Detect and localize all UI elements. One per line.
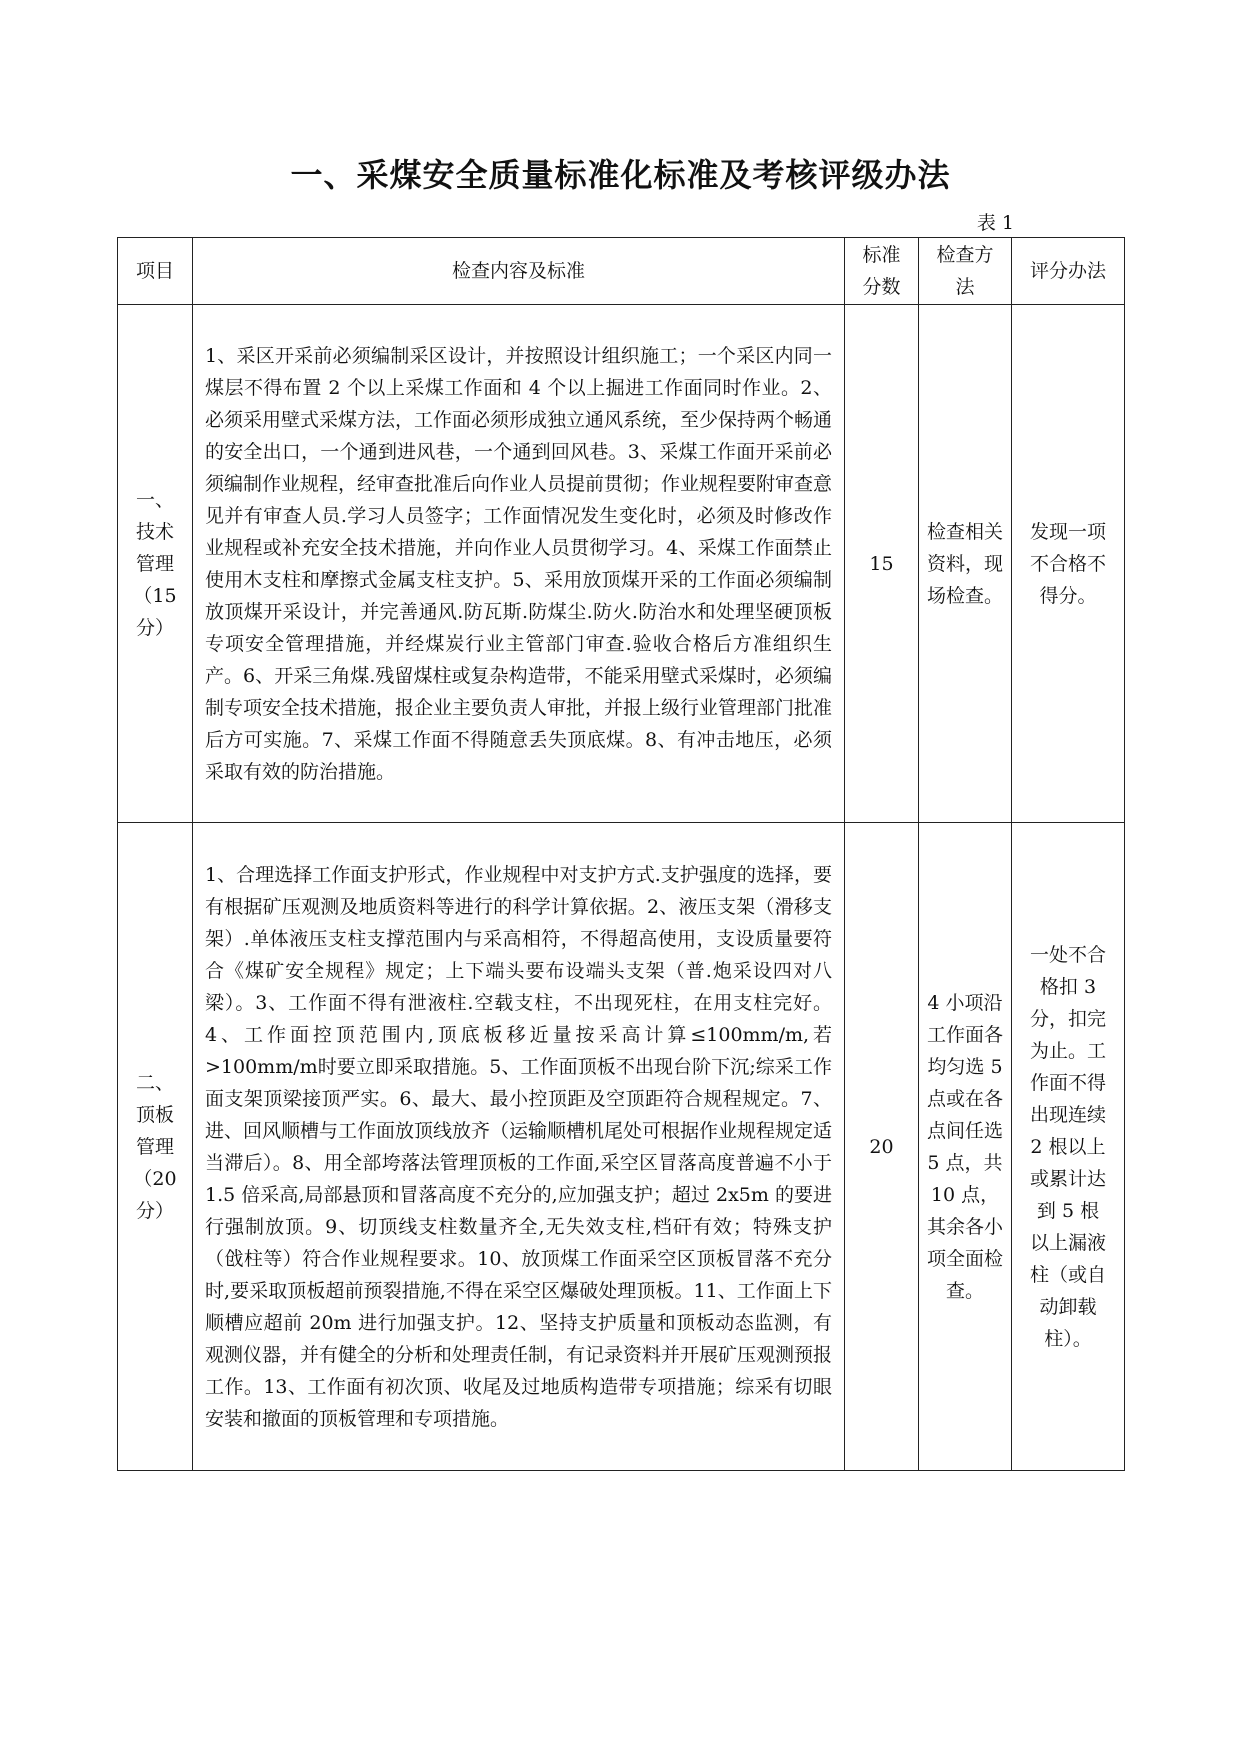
row-item-cell [118,305,193,823]
row-item: 二、顶板管理（20分） [133,1071,177,1222]
header-content-label: 检查内容及标准 [451,260,585,282]
header-item-label: 项目 [135,260,174,282]
row-scoring-method: 一处不合格扣 3 分，扣完为止。工作面不得出现连续 2 根以上或累计达到 5 根以上漏液柱（或自动卸载柱）。 [1029,943,1106,1350]
header-check-method [919,238,1012,305]
row-check-method-cell [919,823,1012,1471]
row-standard-score: 15 [845,305,919,823]
row-scoring-method-cell [1012,305,1125,823]
page-title: 一、采煤安全质量标准化标准及考核评级办法 [290,156,951,194]
table-header-row [118,238,1125,305]
standards-table [117,237,1125,1471]
row-item-cell [118,823,193,1471]
row-content: 1、合理选择工作面支护形式，作业规程中对支护方式.支护强度的选择，要有根据矿压观测及地质资料等进行的科学计算依据。2、液压支架（滑移支架）.单体液压支柱支撑范围内与采高相符，不得超高使用，支设质量要符合《煤矿安全规程》规定；上下端头要布设端头支架（普.炮采设四对八梁）。3、工作面不得有泄液柱.空载支柱，不出现死柱，在用支柱完好。4、工作面控顶范围内,顶底板移近量按采高计算≤100mm/m,若>100mm/m时要立即采取措施。5、工作面顶板不出现台阶下沉;综采工作面支架顶梁接顶严实。6、最大、最小控顶距及空顶距符合规程规定。7、进、回风顺槽与工作面放顶线放齐（运输顺槽机尾处可根据作业规程规定适当滞后）。8、用全部垮落法管理顶板的工作面,采空区冒落高度普遍不小于 1.5 倍采高,局部悬顶和冒落高度不充分的,应加强支护；超过 2x5m 的要进行强制放顶。9、切顶线支柱数量齐全,无失效支柱,档矸有效；特殊支护（戗柱等）符合作业规程要求。10、放顶煤工作面采空区顶板冒落不充分时,要采取顶板超前预裂措施,不得在采空区爆破处理顶板。11、工作面上下顺槽应超前 20m 进行加强支护。12、坚持支护质量和顶板动态监测，有观测仪器，并有健全的分析和处理责任制，有记录资料并开展矿压观测预报工作。13、工作面有初次顶、收尾及过地质构造带专项措施；综采有切眼安装和撤面的顶板管理和专项措施。 [193,823,845,1471]
header-scoring-method [1012,238,1125,305]
row-item: 一、技术管理（15分） [133,488,177,639]
row-scoring-method-cell [1012,823,1125,1471]
header-standard-score-label: 标准分数 [862,244,901,298]
header-content [193,238,845,305]
header-standard-score [845,238,919,305]
table-row [118,305,1125,823]
table-caption: 表 1 [976,212,1014,234]
header-check-method-label: 检查方法 [936,244,994,298]
table-row [118,823,1125,1471]
header-item [118,238,193,305]
row-check-method: 检查相关资料，现场检查。 [926,520,1003,607]
row-check-method-cell [919,305,1012,823]
row-content: 1、采区开采前必须编制采区设计，并按照设计组织施工；一个采区内同一煤层不得布置 2 个以上采煤工作面和 4 个以上掘进工作面同时作业。2、必须采用壁式采煤方法，工作面必须形成独立通风系统，至少保持两个畅通的安全出口，一个通到进风巷，一个通到回风巷。3、采煤工作面开采前必须编制作业规程，经审查批准后向作业人员提前贯彻；作业规程要附审查意见并有审查人员.学习人员签字；工作面情况发生变化时，必须及时修改作业规程或补充安全技术措施，并向作业人员贯彻学习。4、采煤工作面禁止使用木支柱和摩擦式金属支柱支护。5、采用放顶煤开采的工作面必须编制放顶煤开采设计，并完善通风.防瓦斯.防煤尘.防火.防治水和处理坚硬顶板专项安全管理措施，并经煤炭行业主管部门审查.验收合格后方准组织生产。6、开采三角煤.残留煤柱或复杂构造带，不能采用壁式采煤时，必须编制专项安全技术措施，报企业主要负责人审批，并报上级行业管理部门批准后方可实施。7、采煤工作面不得随意丢失顶底煤。8、有冲击地压，必须采取有效的防治措施。 [193,305,845,823]
row-scoring-method: 发现一项不合格不得分。 [1029,520,1106,607]
row-standard-score: 20 [845,823,919,1471]
row-check-method: 4 小项沿工作面各均匀选 5 点或在各点间任选 5 点，共 10 点，其余各小项全面检查。 [926,991,1003,1302]
header-scoring-method-label: 评分办法 [1029,260,1106,282]
